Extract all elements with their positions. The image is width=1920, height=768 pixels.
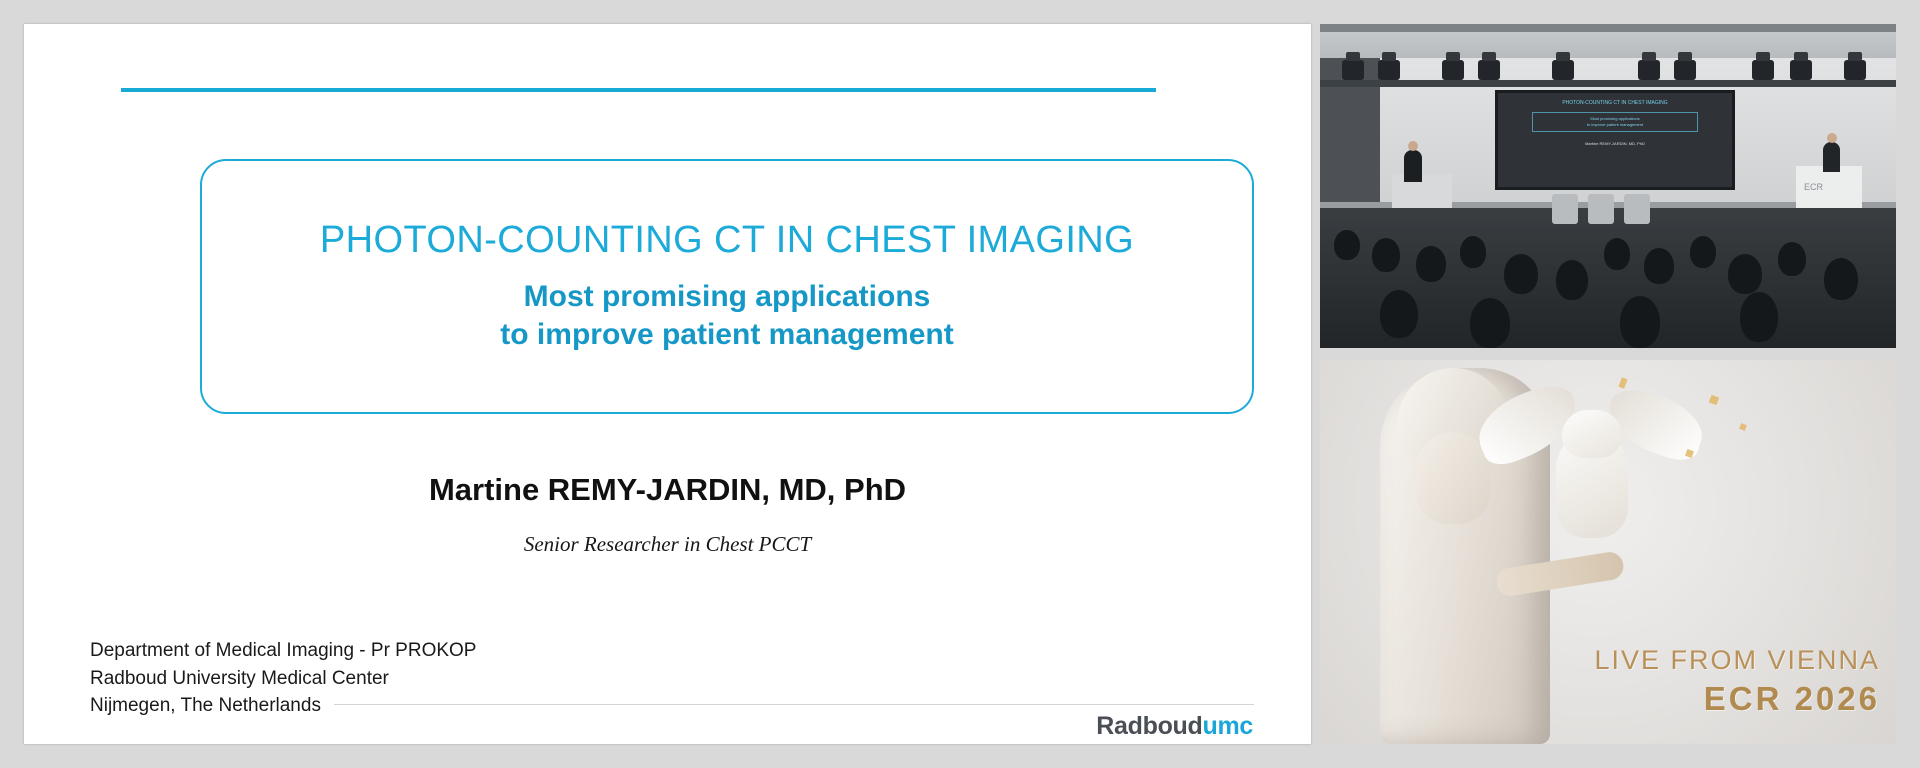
lighting-truss [1320, 80, 1896, 87]
stage-light-icon [1844, 60, 1866, 80]
empty-chair [1588, 194, 1614, 224]
logo-primary-text: Radboud [1096, 712, 1203, 740]
audience-member [1740, 292, 1778, 342]
audience-member [1380, 290, 1418, 338]
audience-member [1334, 230, 1360, 260]
empty-chair [1624, 194, 1650, 224]
audience-member [1372, 238, 1400, 272]
stage-light-icon [1790, 60, 1812, 80]
audience-member [1824, 258, 1858, 300]
ecr-2026-text: ECR 2026 [1703, 680, 1880, 717]
affiliation-line-3: Nijmegen, The Netherlands [90, 695, 321, 717]
confetti-piece [1709, 395, 1719, 405]
ecr-poster-text [1594, 645, 1880, 718]
projected-slide-title: PHOTON-COUNTING CT IN CHEST IMAGING [1562, 100, 1668, 106]
athena-face [1416, 432, 1490, 524]
audience-member [1556, 260, 1588, 300]
projected-subtitle-line-1: Most promising applications [1590, 115, 1640, 121]
projected-slide [1495, 90, 1735, 190]
slide-title: PHOTON-COUNTING CT IN CHEST IMAGING [319, 218, 1135, 261]
stage-light-icon [1378, 60, 1400, 80]
affiliation-block [90, 637, 476, 720]
logo-secondary-text: umc [1202, 712, 1253, 740]
stage-light-icon [1342, 60, 1364, 80]
audience-member [1470, 298, 1510, 348]
confetti-piece [1739, 423, 1747, 431]
projector-icon [1552, 60, 1574, 80]
audience-member [1604, 238, 1630, 270]
stage-light-icon [1478, 60, 1500, 80]
ecr-branding-panel [1320, 360, 1896, 744]
affiliation-line-1: Department of Medical Imaging - Pr PROKOP [90, 640, 477, 661]
affiliation-line-2: Radboud University Medical Center [90, 667, 389, 689]
audience-member [1504, 254, 1538, 294]
presenter-role: Senior Researcher in Chest PCCT [523, 532, 812, 556]
auditorium-video-feed[interactable] [1320, 24, 1896, 348]
stage-light-icon [1442, 60, 1464, 80]
slide-subtitle-line-1: Most promising applications [523, 279, 931, 313]
audience-member [1690, 236, 1716, 268]
stage-light-icon [1752, 60, 1774, 80]
stage-light-icon [1674, 60, 1696, 80]
moderator-person [1404, 150, 1422, 182]
presenter-name: Martine REMY-JARDIN, MD, PhD [428, 472, 907, 507]
audience-member [1728, 254, 1762, 294]
presentation-slide[interactable] [24, 24, 1311, 744]
audience-member [1620, 296, 1660, 348]
live-from-vienna-text: LIVE FROM VIENNA [1594, 645, 1880, 675]
slide-subtitle-line-2: to improve patient management [500, 318, 954, 351]
empty-chair [1552, 194, 1578, 224]
ceiling-strip [1320, 24, 1896, 32]
audience-member [1416, 246, 1446, 282]
radboudumc-logo [1096, 712, 1253, 741]
projected-presenter-name: Martine REMY-JARDIN, MD, PhD [1585, 141, 1645, 147]
projected-slide-subtitle [1532, 112, 1698, 133]
slide-top-rule [121, 88, 1156, 92]
slide-footer-rule [334, 704, 1254, 705]
slide-title-box [200, 159, 1254, 414]
owl-illustration [1486, 366, 1692, 578]
stage-light-icon [1638, 60, 1660, 80]
audience-member [1644, 248, 1674, 284]
projected-subtitle-line-2: to improve patient management [1586, 121, 1644, 127]
audience-member [1460, 236, 1486, 268]
speaker-person [1823, 142, 1840, 172]
audience-member [1778, 242, 1806, 276]
owl-head [1562, 410, 1622, 458]
